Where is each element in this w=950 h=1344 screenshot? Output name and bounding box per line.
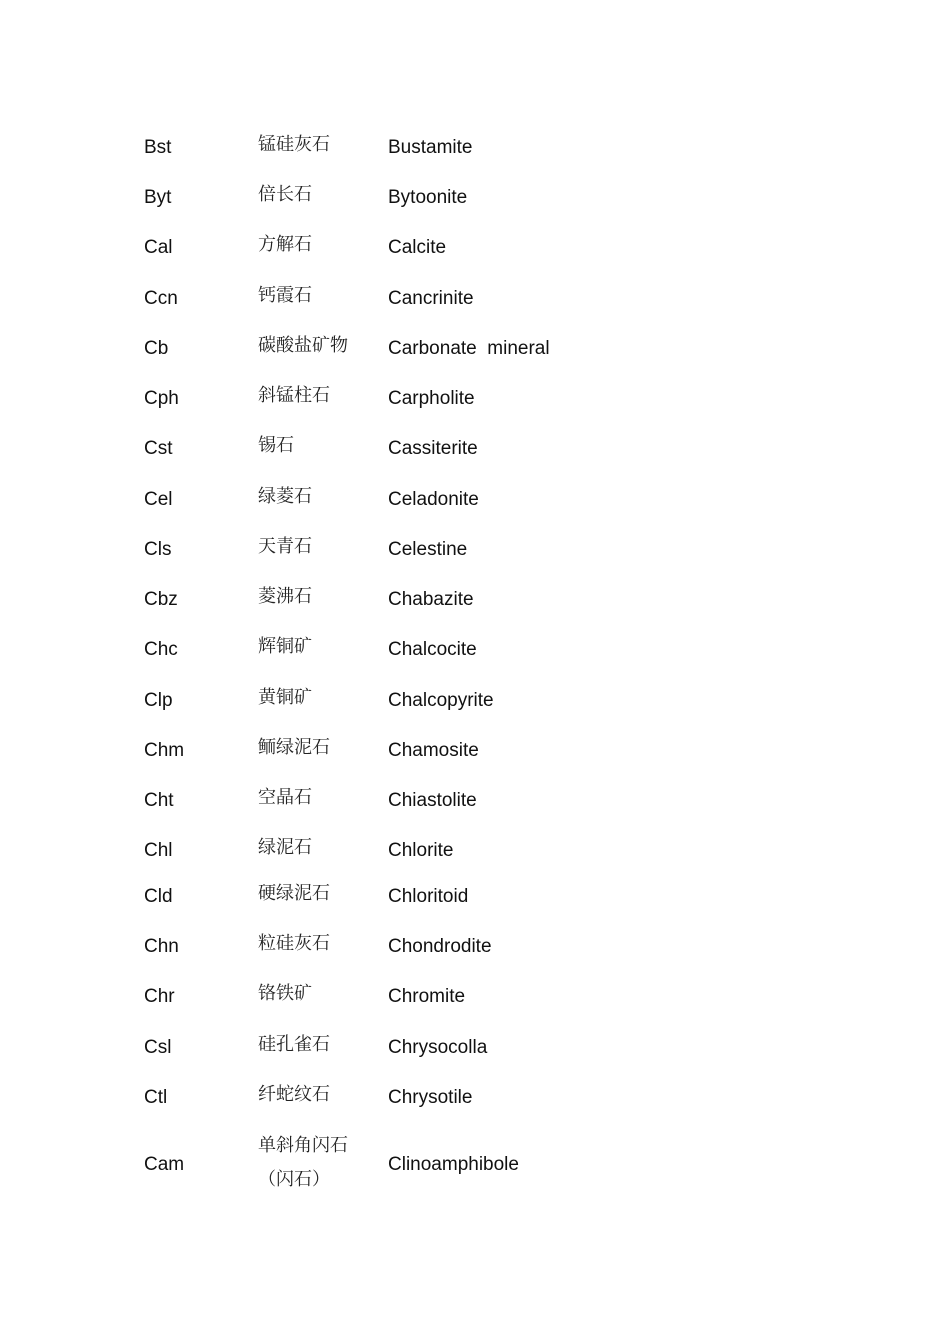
mineral-chinese-name: 方解石 [258,234,312,255]
mineral-english-name: Chiastolite [388,790,477,811]
mineral-row [0,387,950,427]
mineral-row [0,789,950,829]
mineral-abbreviation: Chn [144,936,179,957]
mineral-english-name: Chloritoid [388,886,469,907]
mineral-chinese-name: 菱沸石 [258,586,312,607]
mineral-abbreviation: Cld [144,886,173,907]
mineral-english-name: Chalcocite [388,639,477,660]
mineral-chinese-name-line2: （闪石） [258,1169,330,1190]
mineral-chinese-name: 粒硅灰石 [258,933,330,954]
mineral-abbreviation: Bst [144,137,172,158]
mineral-english-name: Chrysocolla [388,1037,488,1058]
mineral-english-name: Cassiterite [388,438,478,459]
mineral-abbreviation: Cst [144,438,173,459]
mineral-chinese-name: 硅孔雀石 [258,1034,330,1055]
mineral-chinese-name: 绿泥石 [258,837,312,858]
mineral-row [0,1036,950,1076]
mineral-row [0,538,950,578]
mineral-row [0,337,950,377]
mineral-row [0,885,950,925]
mineral-abbreviation: Cb [144,338,169,359]
mineral-abbreviation: Csl [144,1037,172,1058]
mineral-chinese-name: 空晶石 [258,787,312,808]
mineral-row [0,739,950,779]
mineral-row [0,437,950,477]
mineral-row [0,287,950,327]
mineral-row [0,1086,950,1126]
mineral-row [0,186,950,226]
mineral-chinese-name: 碳酸盐矿物 [258,335,348,356]
mineral-chinese-name: 铬铁矿 [258,983,312,1004]
mineral-abbreviation: Cel [144,489,173,510]
mineral-row [0,935,950,975]
mineral-chinese-name: 鲕绿泥石 [258,737,330,758]
mineral-abbreviation: Chr [144,986,175,1007]
mineral-english-name: Chabazite [388,589,474,610]
mineral-abbreviation: Chl [144,840,173,861]
mineral-english-name: Chrysotile [388,1087,473,1108]
mineral-abbreviation: Ctl [144,1087,168,1108]
mineral-chinese-name: 锰硅灰石 [258,134,330,155]
mineral-abbreviation: Cht [144,790,174,811]
mineral-english-name: Chondrodite [388,936,492,957]
mineral-chinese-name-line1: 单斜角闪石 [258,1135,348,1156]
mineral-abbreviation: Cal [144,237,173,258]
mineral-chinese-name: 天青石 [258,536,312,557]
mineral-chinese-name: 纤蛇纹石 [258,1084,330,1105]
mineral-chinese-name: 辉铜矿 [258,636,312,657]
mineral-row [0,689,950,729]
mineral-abbreviation: Byt [144,187,172,208]
mineral-chinese-name: 钙霞石 [258,285,312,306]
mineral-abbreviation: Cls [144,539,172,560]
mineral-chinese-name: 绿菱石 [258,486,312,507]
mineral-abbreviation: Ccn [144,288,178,309]
mineral-row [0,1130,950,1200]
mineral-english-name: Cancrinite [388,288,474,309]
mineral-english-name: Chlorite [388,840,454,861]
mineral-chinese-name: 黄铜矿 [258,687,312,708]
mineral-english-name: Carbonate mineral [388,338,550,359]
mineral-english-name: Chalcopyrite [388,690,494,711]
mineral-abbreviation: Clp [144,690,173,711]
mineral-abbreviation: Cph [144,388,179,409]
mineral-english-name: Calcite [388,237,447,258]
mineral-abbreviation: Chc [144,639,178,660]
mineral-english-name: Bustamite [388,137,473,158]
mineral-english-name: Celadonite [388,489,479,510]
mineral-english-name: Clinoamphibole [388,1154,519,1175]
mineral-row [0,236,950,276]
mineral-english-name: Bytoonite [388,187,468,208]
mineral-chinese-name: 硬绿泥石 [258,883,330,904]
mineral-row [0,588,950,628]
mineral-english-name: Carpholite [388,388,475,409]
mineral-abbreviation: Chm [144,740,185,761]
mineral-english-name: Celestine [388,539,468,560]
mineral-chinese-name: 斜锰柱石 [258,385,330,406]
mineral-chinese-name: 倍长石 [258,184,312,205]
mineral-chinese-name: 锡石 [258,435,294,456]
mineral-row [0,985,950,1025]
mineral-english-name: Chamosite [388,740,479,761]
mineral-english-name: Chromite [388,986,466,1007]
mineral-row [0,136,950,176]
mineral-abbreviation: Cam [144,1154,185,1175]
mineral-row [0,488,950,528]
mineral-row [0,839,950,879]
mineral-abbreviation: Cbz [144,589,178,610]
mineral-row [0,638,950,678]
